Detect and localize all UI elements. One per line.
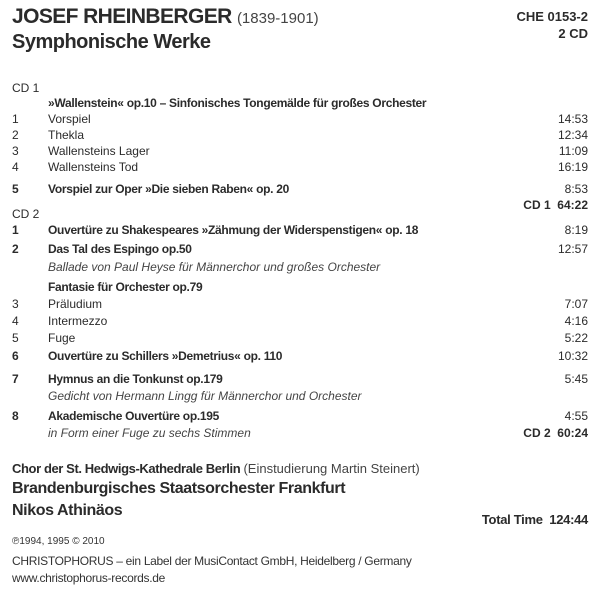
- track-number: 1: [12, 112, 19, 126]
- track-row: [0, 111, 600, 127]
- track-duration: 10:32: [557, 349, 588, 363]
- track-duration: 5:45: [564, 372, 588, 386]
- track-title: Thekla: [48, 128, 85, 142]
- composer-title: [12, 5, 319, 29]
- disc-total: CD 2 60:24: [523, 426, 588, 440]
- track-title: Wallensteins Lager: [48, 144, 150, 158]
- track-duration: 4:16: [564, 314, 588, 328]
- track-row: [0, 143, 600, 159]
- track-row: [0, 371, 600, 387]
- track-row: [0, 296, 600, 312]
- track-duration: 16:19: [557, 160, 588, 174]
- composer-years: (1839-1901): [236, 10, 319, 27]
- track-title: Vorspiel zur Oper »Die sieben Raben« op. 20: [48, 182, 289, 196]
- work-heading-row: [0, 279, 600, 295]
- disc-count: 2 CD: [558, 26, 588, 41]
- disc-label: CD 2: [12, 207, 40, 221]
- disc-label-row: [0, 80, 600, 96]
- catalog-info: [516, 8, 588, 42]
- disc-label-row: [0, 206, 600, 222]
- track-row: [0, 241, 600, 257]
- choir-name: Chor der St. Hedwigs-Kathedrale Berlin: [12, 461, 241, 476]
- track-title: Vorspiel: [48, 112, 91, 126]
- total-time: Total Time 124:44: [481, 512, 588, 527]
- work-note-row: [0, 259, 600, 275]
- track-number: 3: [12, 297, 19, 311]
- track-duration: 11:09: [558, 144, 588, 158]
- track-title: Fuge: [48, 331, 76, 345]
- track-number: 1: [12, 223, 19, 237]
- track-duration: 5:22: [564, 331, 588, 345]
- track-duration: 12:34: [557, 128, 588, 142]
- work-title: Symphonische Werke: [12, 31, 211, 53]
- track-row: [0, 330, 600, 346]
- track-title: Präludium: [48, 297, 103, 311]
- work-note: in Form einer Fuge zu sechs Stimmen: [48, 426, 251, 440]
- track-row: [0, 348, 600, 364]
- work-note-row: [0, 388, 600, 404]
- track-title: Das Tal des Espingo op.50: [48, 242, 192, 256]
- disc-label: CD 1: [12, 81, 40, 95]
- track-title: Intermezzo: [48, 314, 108, 328]
- work-heading: Fantasie für Orchester op.79: [48, 280, 203, 294]
- track-duration: 8:53: [564, 182, 588, 196]
- track-row: [0, 408, 600, 424]
- composer-name: JOSEF RHEINBERGER: [12, 5, 232, 28]
- work-note: Ballade von Paul Heyse für Männerchor und großes Orchester: [48, 260, 381, 274]
- track-number: 4: [12, 160, 19, 174]
- track-row: [0, 181, 600, 197]
- orchestra-credit: Brandenburgisches Staatsorchester Frankfurt: [12, 480, 346, 497]
- track-duration: 8:19: [564, 223, 588, 237]
- choir-credit: [12, 461, 420, 476]
- track-row: [0, 313, 600, 329]
- track-title: Akademische Ouvertüre op.195: [48, 409, 220, 423]
- track-title: Ouvertüre zu Shakespeares »Zähmung der Widerspenstigen« op. 18: [48, 223, 419, 237]
- website: www.christophorus-records.de: [12, 571, 165, 585]
- track-number: 5: [12, 182, 19, 196]
- track-number: 5: [12, 331, 19, 345]
- track-title: Ouvertüre zu Schillers »Demetrius« op. 110: [48, 349, 283, 363]
- track-duration: 14:53: [557, 112, 588, 126]
- choir-note: (Einstudierung Martin Steinert): [243, 461, 420, 476]
- track-duration: 12:57: [557, 242, 588, 256]
- work-note: Gedicht von Hermann Lingg für Männerchor und Orchester: [48, 389, 362, 403]
- work-note-row: [0, 425, 600, 441]
- track-row: [0, 222, 600, 238]
- disc-total: CD 1 64:22: [523, 198, 588, 212]
- track-number: 7: [12, 372, 19, 386]
- track-row: [0, 159, 600, 175]
- conductor-credit: Nikos Athinäos: [12, 502, 123, 519]
- track-number: 4: [12, 314, 19, 328]
- track-number: 8: [12, 409, 19, 423]
- catalog-number: CHE 0153-2: [516, 9, 588, 24]
- copyright: ℗1994, 1995 © 2010: [12, 536, 105, 547]
- track-title: Hymnus an die Tonkunst op.179: [48, 372, 223, 386]
- track-row: [0, 127, 600, 143]
- label-info: CHRISTOPHORUS – ein Label der MusiContact GmbH, Heidelberg / Germany: [12, 554, 412, 568]
- track-duration: 7:07: [564, 297, 588, 311]
- track-title: Wallensteins Tod: [48, 160, 139, 174]
- track-number: 3: [12, 144, 19, 158]
- track-number: 2: [12, 128, 19, 142]
- track-duration: 4:55: [564, 409, 588, 423]
- work-heading-row: [0, 95, 600, 111]
- track-number: 6: [12, 349, 19, 363]
- track-number: 2: [12, 242, 19, 256]
- work-heading: »Wallenstein« op.10 – Sinfonisches Tongemälde für großes Orchester: [48, 96, 427, 110]
